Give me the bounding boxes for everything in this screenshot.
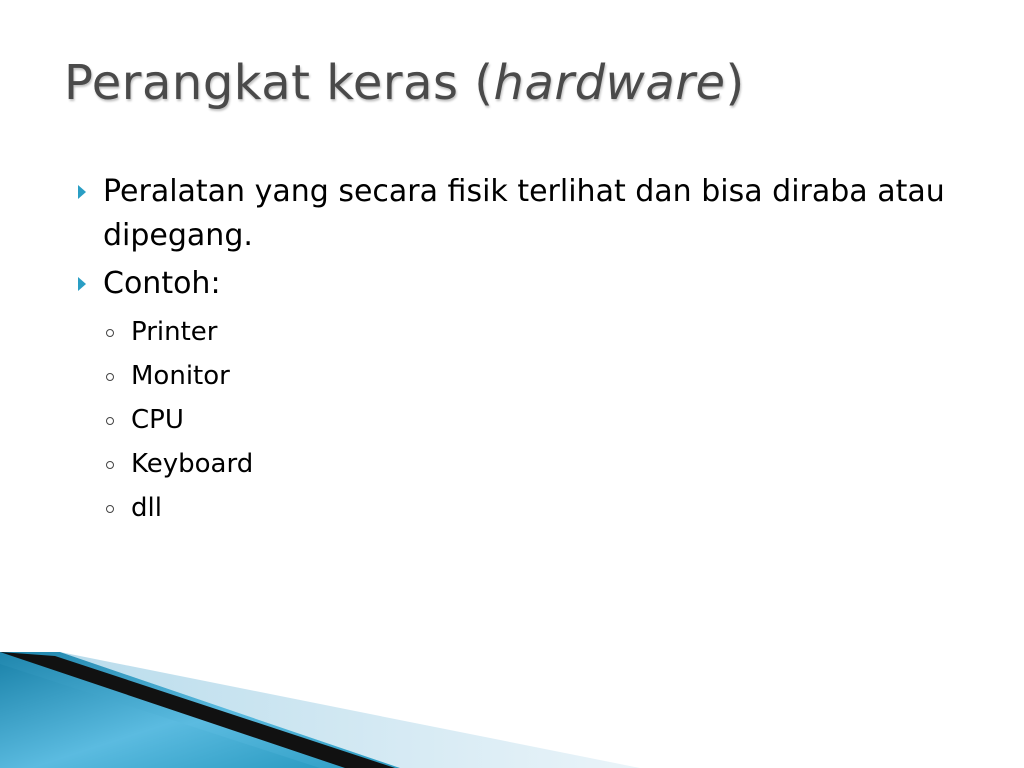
sub-bullet-item bbox=[76, 398, 956, 442]
sub-bullet-item bbox=[76, 354, 956, 398]
bullet-text: Contoh: bbox=[103, 266, 221, 301]
title-italic-text: hardware bbox=[493, 55, 726, 111]
bullet-item-definition bbox=[76, 170, 956, 258]
corner-decoration bbox=[0, 638, 1024, 768]
sub-bullet-text: Monitor bbox=[131, 361, 230, 391]
bullet-item-examples bbox=[76, 262, 956, 306]
sub-bullet-text: dll bbox=[131, 493, 162, 523]
sub-bullet-item bbox=[76, 442, 956, 486]
sub-bullet-text: Keyboard bbox=[131, 449, 254, 479]
ring-bullet-icon bbox=[106, 329, 114, 337]
sub-bullet-item bbox=[76, 486, 956, 530]
sub-bullet-text: Printer bbox=[131, 317, 218, 347]
ring-bullet-icon bbox=[106, 417, 114, 425]
sub-bullet-list bbox=[76, 310, 956, 530]
sub-bullet-text: CPU bbox=[131, 405, 184, 435]
slide-body bbox=[76, 170, 956, 530]
ring-bullet-icon bbox=[106, 505, 114, 513]
title-main-text: Perangkat keras ( bbox=[64, 55, 494, 111]
triangle-bullet-icon bbox=[78, 277, 86, 291]
slide-title bbox=[64, 56, 745, 111]
triangle-bullet-icon bbox=[78, 185, 86, 199]
sub-bullet-item bbox=[76, 310, 956, 354]
ring-bullet-icon bbox=[106, 461, 114, 469]
bullet-text: Peralatan yang secara fisik terlihat dan bisa diraba atau dipegang. bbox=[103, 174, 945, 253]
title-close-text: ) bbox=[725, 55, 745, 111]
ring-bullet-icon bbox=[106, 373, 114, 381]
